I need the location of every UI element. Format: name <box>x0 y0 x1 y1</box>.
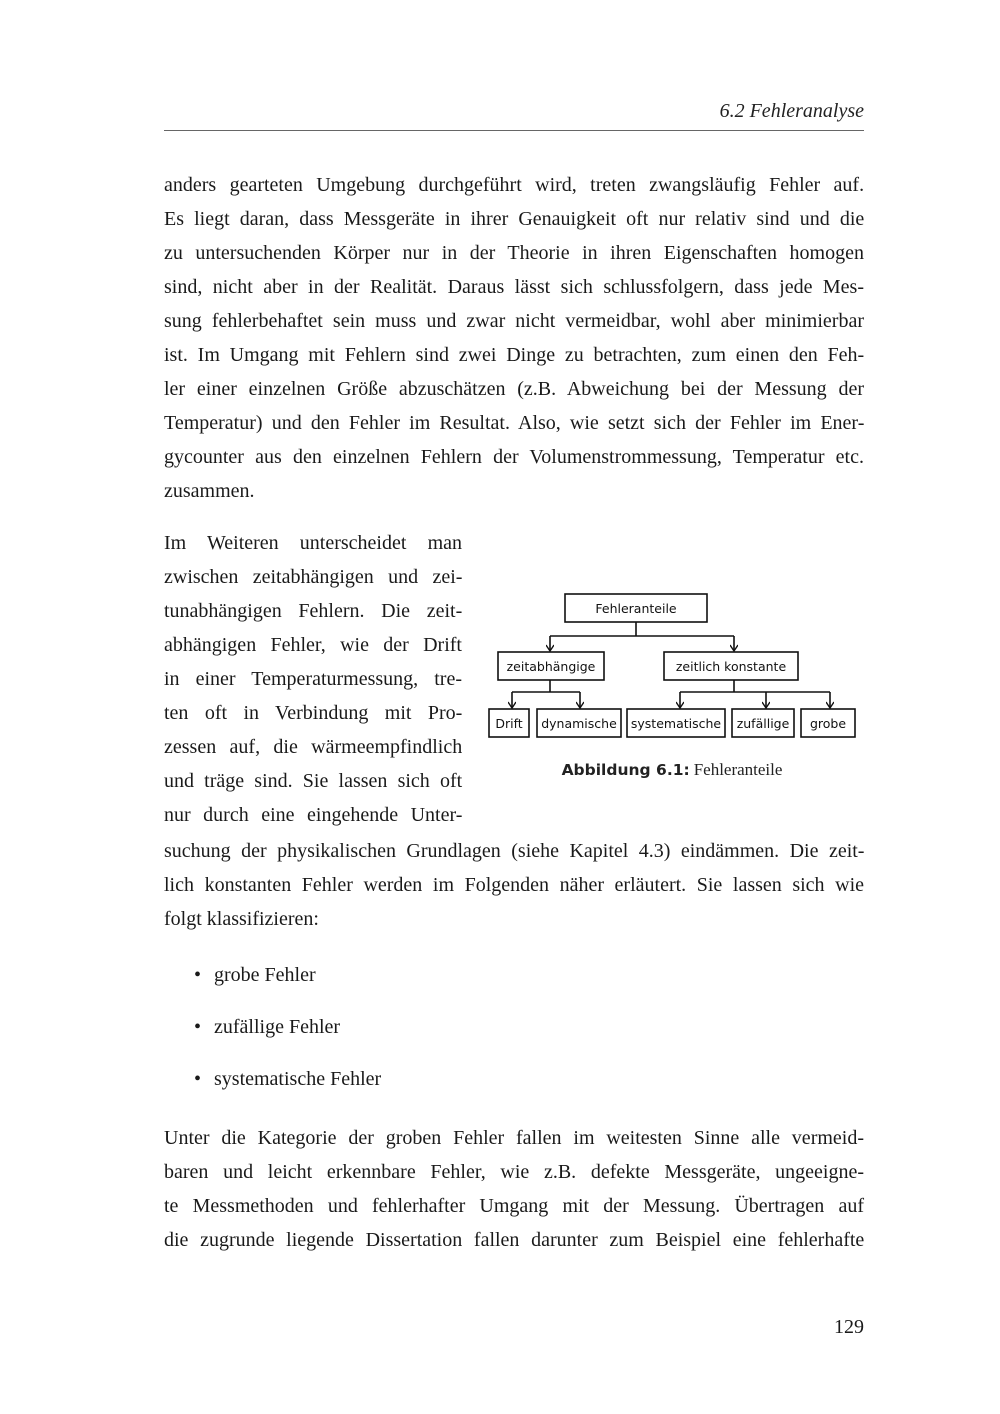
figure-caption-text: Fehleranteile <box>693 760 783 779</box>
text-line: zwischen zeitabhängigen und zei- <box>164 566 463 588</box>
text-line: folgt klassifizieren: <box>164 908 319 930</box>
text-line: anders gearteten Umgebung durchgeführt wird, treten zwangsläufig Fehler auf. <box>164 174 865 196</box>
node-label-zeitlich-konstante: zeitlich konstante <box>675 659 787 674</box>
text-line: lich konstanten Fehler werden im Folgenden näher erläutert. Sie lassen sich wie <box>164 874 864 896</box>
text-line: ten oft in Verbindung mit Pro- <box>164 702 463 724</box>
paragraph-grobe-fehler <box>164 1121 864 1257</box>
node-label-dynamische: dynamische <box>541 716 617 731</box>
bullet-icon: • <box>194 1016 202 1038</box>
figure-fehleranteile <box>482 588 862 788</box>
paragraph-continuation <box>164 834 864 936</box>
text-line: zusammen. <box>164 480 255 502</box>
text-line: gycounter aus den einzelnen Fehlern der Volumenstrommessung, Temperatur etc. <box>164 446 864 468</box>
text-line: sung fehlerbehaftet sein muss und zwar nicht vermeidbar, wohl aber minimierbar <box>164 310 864 332</box>
list-item <box>194 1062 381 1114</box>
text-line: suchung der physikalischen Grundlagen (siehe Kapitel 4.3) eindämmen. Die zeit- <box>164 840 865 862</box>
text-line: Im Weiteren unterscheidet man <box>164 532 462 554</box>
list-item-text: systematische Fehler <box>214 1068 382 1090</box>
text-line: Unter die Kategorie der groben Fehler fallen im weitesten Sinne alle vermeid- <box>164 1127 864 1149</box>
error-components-tree-diagram <box>482 588 862 748</box>
text-line: te Messmethoden und fehlerhafter Umgang mit der Messung. Übertragen auf <box>164 1195 864 1217</box>
text-line: und träge sind. Sie lassen sich oft <box>164 770 463 792</box>
text-line: Temperatur) und den Fehler im Resultat. Also, wie setzt sich der Fehler im Ener- <box>164 412 865 434</box>
paragraph-intro <box>164 168 864 508</box>
list-item-text: zufällige Fehler <box>214 1016 341 1038</box>
text-line: Es liegt daran, dass Messgeräte in ihrer Genauigkeit oft nur relativ sind und die <box>164 208 865 230</box>
node-label-grobe: grobe <box>809 716 847 731</box>
text-line: abhängigen Fehler, wie der Drift <box>164 634 462 656</box>
figure-caption-label: Abbildung 6.1: <box>561 761 690 779</box>
text-line: in einer Temperaturmessung, tre- <box>164 668 462 690</box>
error-classification-list <box>194 958 381 1114</box>
header-rule <box>164 130 864 131</box>
bullet-icon: • <box>194 964 202 986</box>
text-line: ist. Im Umgang mit Fehlern sind zwei Dinge zu betrachten, zum einen den Feh- <box>164 344 865 366</box>
node-label-systematische: systematische <box>630 716 722 731</box>
running-header-section-title: 6.2 Fehleranalyse <box>719 100 864 122</box>
text-line: nur durch eine eingehende Unter- <box>164 804 463 826</box>
bullet-icon: • <box>194 1068 202 1090</box>
node-label-zufaellige: zufällige <box>736 716 790 731</box>
text-line: tunabhängigen Fehlern. Die zeit- <box>164 600 463 622</box>
text-line: die zugrunde liegende Dissertation fallen darunter zum Beispiel eine fehlerhafte <box>164 1229 865 1251</box>
list-item <box>194 1010 381 1062</box>
text-line: zu untersuchenden Körper nur in der Theorie in ihren Eigenschaften homogen <box>164 242 864 264</box>
text-line: sind, nicht aber in der Realität. Daraus lässt sich schlussfolgern, dass jede Mes- <box>164 276 864 298</box>
text-line: zessen auf, die wärmeempfindlich <box>164 736 463 758</box>
paragraph-wrapped-beside-figure <box>164 526 462 832</box>
node-label-zeitabhaengige: zeitabhängige <box>506 659 596 674</box>
list-item <box>194 958 381 1010</box>
text-line: baren und leicht erkennbare Fehler, wie z.B. defekte Messgeräte, ungeeigne- <box>164 1161 864 1183</box>
list-item-text: grobe Fehler <box>214 964 316 986</box>
node-label-fehleranteile: Fehleranteile <box>595 601 677 616</box>
text-line: ler einer einzelnen Größe abzuschätzen (z.B. Abweichung bei der Messung der <box>164 378 864 400</box>
node-label-drift: Drift <box>495 716 523 731</box>
page-number: 129 <box>834 1316 864 1338</box>
figure-caption <box>482 760 862 780</box>
